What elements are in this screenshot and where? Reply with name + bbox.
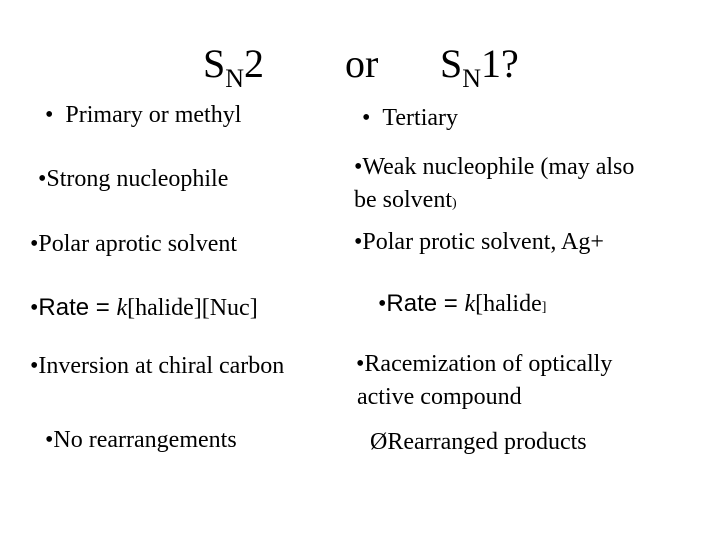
bullet-icon: • (38, 166, 47, 192)
left-rate-prefix: Rate = (38, 294, 117, 321)
sn1-symbol: S (440, 41, 463, 86)
bullet-icon: • (45, 102, 54, 128)
right-racemization-text: Racemization of optically (364, 351, 613, 377)
right-racemization-line1 (356, 352, 612, 376)
right-tertiary-item (362, 106, 458, 130)
right-rate-constant: k (464, 291, 476, 317)
right-polar-protic-item (354, 230, 604, 254)
left-strong-nucleophile-item (38, 167, 228, 191)
sn2-subscript: N (225, 64, 245, 93)
right-rearranged-text: Rearranged products (387, 429, 587, 455)
left-primary-text: Primary or methyl (65, 102, 242, 128)
right-rate-suffix: [halide (475, 291, 542, 317)
left-rate-item (30, 296, 258, 320)
right-rearranged-item (370, 430, 587, 454)
left-primary-item (45, 103, 241, 127)
bullet-icon: • (354, 154, 363, 180)
right-polar-protic-text: Polar protic solvent, Ag+ (362, 229, 604, 255)
left-rate-constant: k (116, 295, 128, 321)
left-inversion-item (30, 354, 284, 378)
sn2-number: 2 (244, 41, 265, 86)
title-or: or (345, 41, 379, 86)
bullet-icon: • (354, 229, 363, 255)
left-polar-aprotic-text: Polar aprotic solvent (38, 231, 238, 257)
left-polar-aprotic-item (30, 232, 237, 256)
bullet-icon: • (362, 105, 371, 131)
right-rate-bracket: ] (541, 300, 547, 315)
right-weak-nucleophile-line1 (354, 155, 634, 179)
left-strong-nucleophile-text: Strong nucleophile (46, 166, 229, 192)
right-tertiary-text: Tertiary (382, 105, 459, 131)
right-rate-item (378, 292, 546, 316)
sn1-subscript: N (462, 64, 482, 93)
right-rate-prefix: Rate = (386, 290, 465, 317)
sn2-symbol: S (203, 41, 226, 86)
bullet-icon: • (30, 353, 39, 379)
bullet-icon: • (30, 231, 39, 257)
title-sn2 (203, 41, 265, 93)
right-weak-nucleophile-text-2: be solvent (354, 187, 452, 213)
sn1-number: 1? (481, 41, 519, 86)
bullet-icon: • (356, 351, 365, 377)
title-sn1 (440, 41, 519, 93)
bullet-icon: • (378, 291, 387, 317)
left-rate-suffix: [halide][Nuc] (127, 295, 258, 321)
left-inversion-text: Inversion at chiral carbon (38, 353, 285, 379)
left-no-rearrangements-text: No rearrangements (53, 427, 237, 453)
left-no-rearrangements-item (45, 428, 237, 452)
bullet-icon: • (30, 295, 39, 321)
arrow-bullet-icon: Ø (370, 429, 388, 455)
bullet-icon: • (45, 427, 54, 453)
right-weak-nucleophile-paren: ) (451, 196, 457, 211)
right-weak-nucleophile-line2 (354, 188, 457, 212)
right-racemization-line2: active compound (357, 384, 522, 410)
right-weak-nucleophile-text: Weak nucleophile (may also (362, 154, 635, 180)
